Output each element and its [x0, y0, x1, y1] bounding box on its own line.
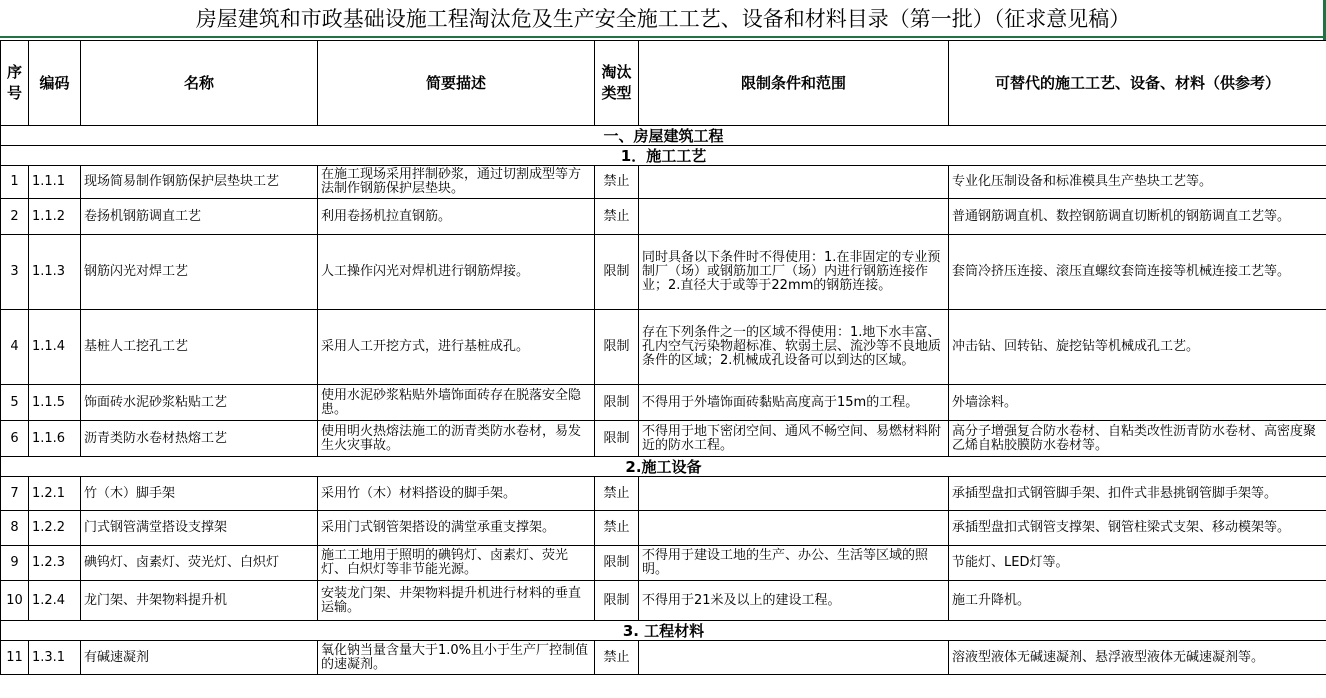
- cell-desc: 人工操作闪光对焊机进行钢筋焊接。: [318, 235, 595, 310]
- header-type: 淘汰类型: [595, 41, 639, 126]
- cell-alt: 普通钢筋调直机、数控钢筋调直切断机的钢筋调直工艺等。: [949, 199, 1326, 235]
- cell-seq: 3: [1, 235, 29, 310]
- cell-desc: 安装龙门架、井架物料提升机进行材料的垂直运输。: [318, 581, 595, 621]
- cell-code: 1.1.1: [29, 166, 81, 199]
- cell-name: 龙门架、井架物料提升机: [81, 581, 318, 621]
- cell-type: 禁止: [595, 511, 639, 546]
- cell-name: 沥青类防水卷材热熔工艺: [81, 421, 318, 457]
- cell-name: 现场简易制作钢筋保护层垫块工艺: [81, 166, 318, 199]
- cell-code: 1.2.1: [29, 477, 81, 511]
- table-row: [1, 546, 1326, 581]
- cell-seq: 11: [1, 641, 29, 675]
- cell-limit: 不得用于外墙饰面砖黏贴高度高于15m的工程。: [639, 385, 949, 421]
- cell-type: 禁止: [595, 166, 639, 199]
- cell-name: 钢筋闪光对焊工艺: [81, 235, 318, 310]
- cell-desc: 采用门式钢管架搭设的满堂承重支撑架。: [318, 511, 595, 546]
- table-row: [1, 641, 1326, 675]
- cell-desc: 氧化钠当量含量大于1.0%且小于生产厂控制值的速凝剂。: [318, 641, 595, 675]
- cell-alt: 冲击钻、回转钻、旋挖钻等机械成孔工艺。: [949, 310, 1326, 385]
- section-row: [1, 621, 1326, 641]
- table-row: [1, 421, 1326, 457]
- cell-type: 禁止: [595, 199, 639, 235]
- cell-alt: 外墙涂料。: [949, 385, 1326, 421]
- cell-limit: 不得用于建设工地的生产、办公、生活等区域的照明。: [639, 546, 949, 581]
- cell-alt: 施工升降机。: [949, 581, 1326, 621]
- section-title: 2.施工设备: [1, 457, 1326, 477]
- cell-seq: 4: [1, 310, 29, 385]
- section-row: [1, 457, 1326, 477]
- cell-name: 饰面砖水泥砂浆粘贴工艺: [81, 385, 318, 421]
- cell-type: 限制: [595, 235, 639, 310]
- cell-name: 卷扬机钢筋调直工艺: [81, 199, 318, 235]
- cell-type: 限制: [595, 421, 639, 457]
- table-row: [1, 166, 1326, 199]
- cell-seq: 5: [1, 385, 29, 421]
- cell-code: 1.1.2: [29, 199, 81, 235]
- cell-name: 基桩人工挖孔工艺: [81, 310, 318, 385]
- table-row: [1, 310, 1326, 385]
- section-title: 1．施工工艺: [1, 146, 1326, 166]
- cell-limit: [639, 511, 949, 546]
- cell-limit: [639, 166, 949, 199]
- cell-alt: 承插型盘扣式钢管脚手架、扣件式非悬挑钢管脚手架等。: [949, 477, 1326, 511]
- cell-desc: 施工工地用于照明的碘钨灯、卤素灯、荧光灯、白炽灯等非节能光源。: [318, 546, 595, 581]
- section-row: [1, 146, 1326, 166]
- table-row: [1, 199, 1326, 235]
- cell-seq: 10: [1, 581, 29, 621]
- cell-code: 1.1.5: [29, 385, 81, 421]
- cell-limit: 不得用于地下密闭空间、通风不畅空间、易燃材料附近的防水工程。: [639, 421, 949, 457]
- cell-code: 1.2.2: [29, 511, 81, 546]
- document-title: 房屋建筑和市政基础设施工程淘汰危及生产安全施工工艺、设备和材料目录（第一批）（征求意见稿）: [0, 0, 1326, 38]
- header-desc: 简要描述: [318, 41, 595, 126]
- table-row: [1, 511, 1326, 546]
- table-row: [1, 477, 1326, 511]
- cell-code: 1.1.3: [29, 235, 81, 310]
- header-code: 编码: [29, 41, 81, 126]
- cell-code: 1.1.6: [29, 421, 81, 457]
- cell-desc: 在施工现场采用拌制砂浆，通过切割成型等方法制作钢筋保护层垫块。: [318, 166, 595, 199]
- cell-limit: [639, 199, 949, 235]
- header-seq: 序号: [1, 41, 29, 126]
- header-alt: 可替代的施工工艺、设备、材料（供参考）: [949, 41, 1326, 126]
- cell-type: 禁止: [595, 641, 639, 675]
- cell-code: 1.2.4: [29, 581, 81, 621]
- cell-type: 限制: [595, 385, 639, 421]
- cell-name: 碘钨灯、卤素灯、荧光灯、白炽灯: [81, 546, 318, 581]
- cell-seq: 6: [1, 421, 29, 457]
- cell-desc: 采用竹（木）材料搭设的脚手架。: [318, 477, 595, 511]
- cell-alt: 专业化压制设备和标准模具生产垫块工艺等。: [949, 166, 1326, 199]
- cell-type: 限制: [595, 310, 639, 385]
- cell-seq: 8: [1, 511, 29, 546]
- cell-limit: [639, 641, 949, 675]
- cell-code: 1.1.4: [29, 310, 81, 385]
- cell-seq: 7: [1, 477, 29, 511]
- cell-seq: 9: [1, 546, 29, 581]
- cell-limit: [639, 477, 949, 511]
- category-row: [1, 126, 1326, 146]
- catalog-table: [0, 40, 1326, 675]
- cell-name: 竹（木）脚手架: [81, 477, 318, 511]
- header-name: 名称: [81, 41, 318, 126]
- category-title: 一、房屋建筑工程: [1, 126, 1326, 146]
- cell-seq: 1: [1, 166, 29, 199]
- cell-code: 1.3.1: [29, 641, 81, 675]
- table-row: [1, 385, 1326, 421]
- cell-limit: 不得用于21米及以上的建设工程。: [639, 581, 949, 621]
- cell-name: 门式钢管满堂搭设支撑架: [81, 511, 318, 546]
- cell-type: 限制: [595, 546, 639, 581]
- table-row: [1, 235, 1326, 310]
- cell-alt: 高分子增强复合防水卷材、自粘类改性沥青防水卷材、高密度聚乙烯自粘胶膜防水卷材等。: [949, 421, 1326, 457]
- cell-desc: 使用明火热熔法施工的沥青类防水卷材，易发生火灾事故。: [318, 421, 595, 457]
- cell-limit: 存在下列条件之一的区域不得使用：1.地下水丰富、孔内空气污染物超标准、软弱土层、流沙等不良地质条件的区域；2.机械成孔设备可以到达的区域。: [639, 310, 949, 385]
- header-row: [1, 41, 1326, 126]
- cell-seq: 2: [1, 199, 29, 235]
- cell-alt: 溶液型液体无碱速凝剂、悬浮液型液体无碱速凝剂等。: [949, 641, 1326, 675]
- cell-desc: 采用人工开挖方式，进行基桩成孔。: [318, 310, 595, 385]
- cell-desc: 利用卷扬机拉直钢筋。: [318, 199, 595, 235]
- cell-alt: 节能灯、LED灯等。: [949, 546, 1326, 581]
- cell-code: 1.2.3: [29, 546, 81, 581]
- cell-desc: 使用水泥砂浆粘贴外墙饰面砖存在脱落安全隐患。: [318, 385, 595, 421]
- cell-type: 禁止: [595, 477, 639, 511]
- cell-limit: 同时具备以下条件时不得使用：1.在非固定的专业预制厂（场）或钢筋加工厂（场）内进行钢筋连接作业；2.直径大于或等于22mm的钢筋连接。: [639, 235, 949, 310]
- header-limit: 限制条件和范围: [639, 41, 949, 126]
- table-row: [1, 581, 1326, 621]
- cell-alt: 承插型盘扣式钢管支撑架、钢管柱梁式支架、移动模架等。: [949, 511, 1326, 546]
- cell-alt: 套筒冷挤压连接、滚压直螺纹套筒连接等机械连接工艺等。: [949, 235, 1326, 310]
- section-title: 3. 工程材料: [1, 621, 1326, 641]
- cell-type: 限制: [595, 581, 639, 621]
- cell-name: 有碱速凝剂: [81, 641, 318, 675]
